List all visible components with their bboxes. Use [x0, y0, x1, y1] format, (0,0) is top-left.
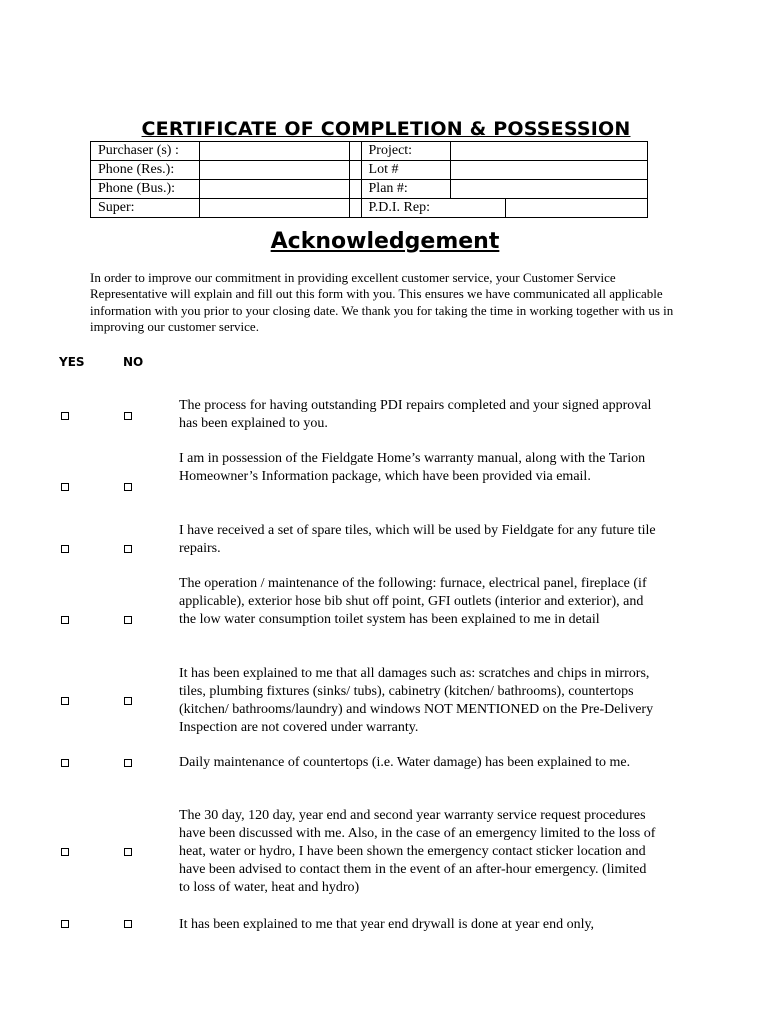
- intro-paragraph: In order to improve our commitment in providing excellent customer service, your Customer Service Representative will explain and fill out this form with you. This ensures we have communicated all applicable information with you prior to your closing date. We thank you for taking the time in working together with us in improving our customer service.: [90, 270, 674, 334]
- lot-label: Lot #: [361, 161, 451, 180]
- no-checkbox[interactable]: [124, 545, 132, 553]
- phone-bus-field[interactable]: [199, 180, 349, 199]
- document-title: [0, 118, 770, 140]
- yes-checkbox[interactable]: [61, 483, 69, 491]
- no-checkbox[interactable]: [124, 412, 132, 420]
- checklist-item-text: I have received a set of spare tiles, which will be used by Fieldgate for any future tile repairs.: [179, 523, 656, 556]
- column-gap: [349, 161, 361, 180]
- checklist-item-text: The process for having outstanding PDI repairs completed and your signed approval has been explained to you.: [179, 398, 652, 431]
- checklist-item-text: It has been explained to me that year end drywall is done at year end only,: [179, 917, 595, 932]
- phone-res-field[interactable]: [199, 161, 349, 180]
- info-row: [91, 180, 648, 199]
- checklist-item-text: The operation / maintenance of the following: furnace, electrical panel, fireplace (if applicable), exterior hose bib shut off point, GFI outlets (interior and exterior), and the low water consumption toilet system has been explained to me in detail: [179, 576, 647, 627]
- checklist-item-text: The 30 day, 120 day, year end and second year warranty service request procedures have been discussed with me. Also, in the case of an emergency limited to the loss of heat, water or hydro, I have been shown the emergency contact sticker location and have been advised to contact them in the event of an after-hour emergency. (limited to loss of water, heat and hydro): [179, 808, 656, 895]
- purchaser-info-table: [90, 141, 648, 218]
- yes-column-header: YES: [59, 355, 85, 369]
- acknowledgement-heading: Acknowledgement: [270, 229, 500, 254]
- checklist-item-text: Daily maintenance of countertops (i.e. Water damage) has been explained to me.: [179, 755, 631, 770]
- info-row: [91, 199, 648, 218]
- column-gap: [349, 142, 361, 161]
- super-label: Super:: [91, 199, 200, 218]
- purchaser-field[interactable]: [199, 142, 349, 161]
- project-label: Project:: [361, 142, 451, 161]
- no-checkbox[interactable]: [124, 616, 132, 624]
- project-field[interactable]: [451, 142, 648, 161]
- yes-checkbox[interactable]: [61, 616, 69, 624]
- super-field[interactable]: [199, 199, 349, 218]
- pdi-rep-label: P.D.I. Rep:: [361, 199, 506, 218]
- yes-checkbox[interactable]: [61, 545, 69, 553]
- yes-checkbox[interactable]: [61, 920, 69, 928]
- no-checkbox[interactable]: [124, 848, 132, 856]
- no-checkbox[interactable]: [124, 697, 132, 705]
- phone-bus-label: Phone (Bus.):: [91, 180, 200, 199]
- pdi-rep-field[interactable]: [506, 199, 648, 218]
- yes-checkbox[interactable]: [61, 412, 69, 420]
- document-title-text: CERTIFICATE OF COMPLETION & POSSESSION: [141, 118, 631, 140]
- checklist-item-text: I am in possession of the Fieldgate Home’s warranty manual, along with the Tarion Homeowner’s Information package, which have been provided via email.: [179, 451, 646, 484]
- plan-label: Plan #:: [361, 180, 451, 199]
- plan-field[interactable]: [451, 180, 648, 199]
- yes-checkbox[interactable]: [61, 848, 69, 856]
- phone-res-label: Phone (Res.):: [91, 161, 200, 180]
- purchaser-label: Purchaser (s) :: [91, 142, 200, 161]
- no-checkbox[interactable]: [124, 759, 132, 767]
- no-checkbox[interactable]: [124, 920, 132, 928]
- yes-checkbox[interactable]: [61, 697, 69, 705]
- yes-checkbox[interactable]: [61, 759, 69, 767]
- info-row: [91, 161, 648, 180]
- no-checkbox[interactable]: [124, 483, 132, 491]
- info-row: [91, 142, 648, 161]
- column-gap: [349, 180, 361, 199]
- checklist-item-text: It has been explained to me that all damages such as: scratches and chips in mirrors, tiles, plumbing fixtures (sinks/ tubs), cabinetry (kitchen/ bathrooms), countertops (kitchen/ bathrooms/laundry) and windows NOT MENTIONED on the Pre-Delivery Inspection are not covered under warranty.: [179, 666, 654, 735]
- no-column-header: NO: [123, 355, 144, 369]
- lot-field[interactable]: [451, 161, 648, 180]
- column-gap: [349, 199, 361, 218]
